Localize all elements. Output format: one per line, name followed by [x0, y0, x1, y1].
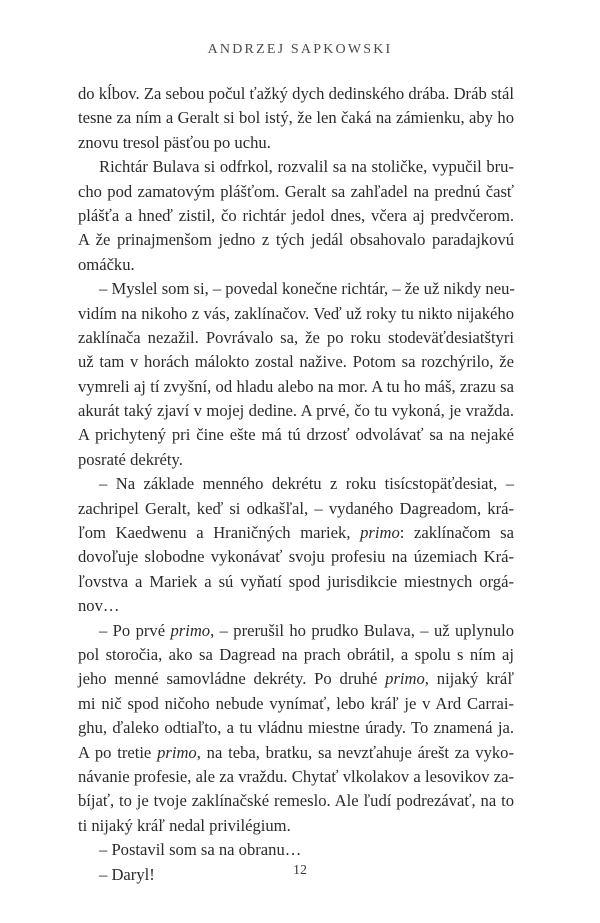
- text-line: bíjať, to je tvoje zaklínačské remeslo. Ale ľudí podrezávať, na to: [78, 791, 514, 811]
- body-text: [78, 82, 514, 887]
- text-line: cho pod zamatovým plášťom. Geralt sa zahľadel na prednú časť: [78, 181, 514, 201]
- text-line: pol storočia, ako sa Dagread na prach obrátil, a spolu s ním aj: [78, 644, 514, 664]
- text-line: – Na základe menného dekrétu z roku tisícstopäťdesiat, –: [99, 474, 514, 494]
- text-line: nov…: [78, 596, 120, 616]
- text-line: ghu, ďaleko odtiaľto, a tu vládnu miestne úrady. To znamená ja.: [78, 718, 514, 738]
- text-line: – Po prvé primo, – prerušil ho prudko Bulava, – už uplynulo: [99, 620, 514, 640]
- text-line: zachripel Geralt, keď si odkašľal, – vydaného Dagreadom, krá-: [78, 498, 514, 518]
- text-line: Richtár Bulava si odfrkol, rozvalil sa na stoličke, vypučil bru-: [99, 157, 514, 177]
- text-line: akurát taký zjaví v mojej dedine. A prvé, čo tu vykoná, je vražda.: [78, 401, 514, 421]
- text-line: ľom Kaedwenu a Hraničných mariek, primo: zaklínačom sa: [78, 523, 514, 543]
- text-line: – Postavil som sa na obranu…: [99, 840, 302, 860]
- text-line: zaklínača nezažil. Povrávalo sa, že po roku stodeväťdesiatštyri: [78, 327, 514, 347]
- text-line: návanie profesie, ale za vraždu. Chytať vlkolakov a lesovikov za-: [78, 766, 514, 786]
- text-line: jeho menné samovládne dekréty. Po druhé primo, nijaký kráľ: [78, 669, 514, 689]
- text-line: vidím na nikoho z vás, zaklínačov. Veď už roky tu nikto nijakého: [78, 303, 514, 323]
- text-line: posraté dekréty.: [78, 449, 183, 469]
- text-line: plášťa a hneď zistil, čo richtár jedol dnes, včera aj predvčerom.: [78, 205, 514, 225]
- text-line: – Myslel som si, – povedal konečne richtár, – že už nikdy neu-: [99, 279, 515, 299]
- text-line: vymreli aj tí zvyšní, od hladu alebo na mor. A tu ho máš, zrazu sa: [78, 376, 514, 396]
- text-line: A že prinajmenšom jedno z tých jedál obsahovalo paradajkovú: [78, 230, 514, 250]
- text-line: A prichytený pri čine ešte má tú drzosť odvolávať sa na nejaké: [78, 425, 514, 445]
- text-line: – Daryl!: [99, 864, 155, 884]
- text-line: ľovstva a Mariek a sú vyňatí spod jurisdikcie miestnych orgá-: [78, 571, 514, 591]
- text-line: omáčku.: [78, 254, 135, 274]
- text-line: do kĺbov. Za sebou počul ťažký dych dedinského drába. Dráb stál: [78, 84, 514, 103]
- text-line: tesne za ním a Geralt si bol istý, že len čaká na zámienku, aby ho: [78, 108, 514, 128]
- running-head-author: ANDRZEJ SAPKOWSKI: [207, 42, 393, 57]
- text-line: už tam v horách málokto zostal nažive. Potom sa rozchýrilo, že: [78, 352, 514, 372]
- text-line: mi nič spod ničoho nebude vynímať, lebo kráľ je v Ard Carrai-: [78, 693, 514, 713]
- text-line: A po tretie primo, na teba, bratku, sa nevzťahuje árešt za vyko-: [78, 742, 514, 762]
- page-number: 12: [293, 863, 307, 878]
- text-line: ti nijaký kráľ nedal privilégium.: [78, 815, 291, 835]
- text-line: znovu tresol päsťou po uchu.: [78, 132, 271, 152]
- text-line: dovoľuje slobodne vykonávať svoju profesiu na územiach Krá-: [78, 547, 514, 567]
